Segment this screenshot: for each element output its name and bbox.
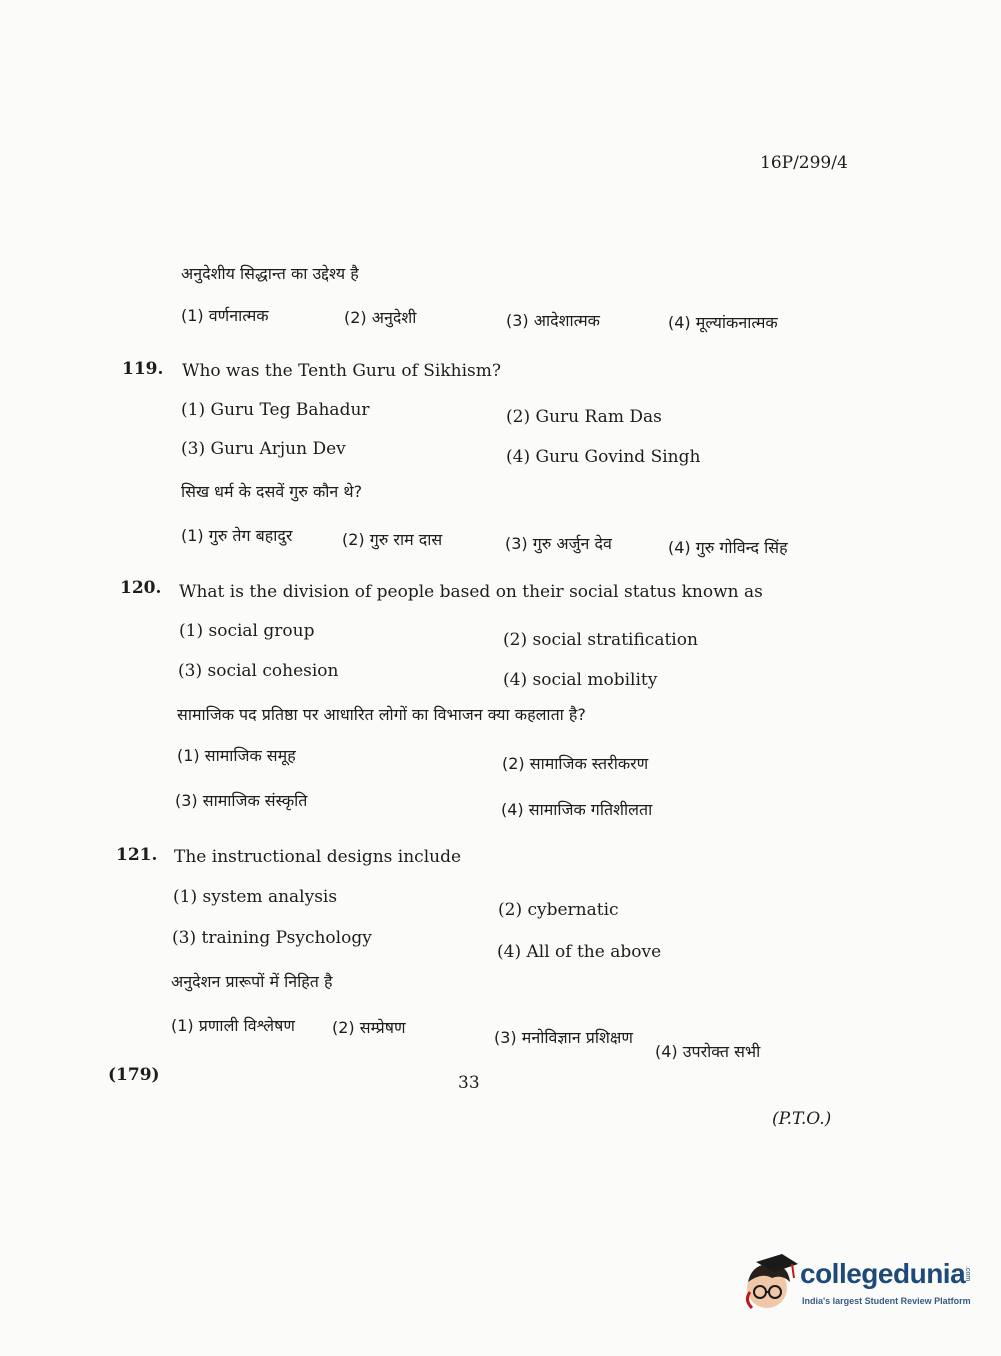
logo-tagline: India's largest Student Review Platform bbox=[802, 1296, 971, 1306]
option-118-hi-4: (4) मूल्यांकनात्मक bbox=[668, 313, 778, 332]
option-119-hi-2: (2) गुरु राम दास bbox=[342, 530, 443, 549]
option-121-hi-3: (3) मनोविज्ञान प्रशिक्षण bbox=[494, 1028, 633, 1047]
logo-suffix: .com bbox=[964, 1266, 971, 1282]
option-118-hi-1: (1) वर्णनात्मक bbox=[181, 306, 269, 325]
option-120-hi-3: (3) सामाजिक संस्कृति bbox=[175, 791, 308, 810]
option-121-en-2: (2) cybernatic bbox=[498, 900, 619, 920]
question-119-hindi: सिख धर्म के दसवें गुरु कौन थे? bbox=[181, 482, 363, 501]
option-121-hi-4: (4) उपरोक्त सभी bbox=[655, 1042, 761, 1061]
option-120-en-1: (1) social group bbox=[179, 621, 315, 641]
collegedunia-logo bbox=[742, 1252, 972, 1314]
option-120-en-3: (3) social cohesion bbox=[178, 661, 339, 681]
option-121-en-4: (4) All of the above bbox=[497, 942, 662, 962]
question-120-hindi: सामाजिक पद प्रतिष्ठा पर आधारित लोगों का विभाजन क्या कहलाता है? bbox=[177, 705, 586, 724]
pto-label: (P.T.O.) bbox=[772, 1109, 832, 1129]
question-121-number: 121. bbox=[116, 845, 158, 865]
option-119-en-4: (4) Guru Govind Singh bbox=[506, 447, 701, 467]
logo-wordmark: collegedunia bbox=[800, 1258, 966, 1289]
option-121-hi-2: (2) सम्प्रेषण bbox=[332, 1018, 406, 1037]
option-120-hi-4: (4) सामाजिक गतिशीलता bbox=[501, 800, 653, 819]
option-119-en-1: (1) Guru Teg Bahadur bbox=[181, 400, 370, 420]
option-119-hi-1: (1) गुरु तेग बहादुर bbox=[181, 526, 293, 545]
question-121-text: The instructional designs include bbox=[174, 847, 462, 867]
option-119-hi-3: (3) गुरु अर्जुन देव bbox=[505, 534, 612, 553]
question-120-number: 120. bbox=[120, 578, 162, 598]
page-number: 33 bbox=[458, 1073, 480, 1093]
option-120-en-4: (4) social mobility bbox=[503, 670, 658, 690]
option-119-en-2: (2) Guru Ram Das bbox=[506, 407, 662, 427]
option-120-hi-1: (1) सामाजिक समूह bbox=[177, 746, 296, 765]
option-121-en-1: (1) system analysis bbox=[173, 887, 338, 907]
option-121-hi-1: (1) प्रणाली विश्लेषण bbox=[171, 1016, 295, 1035]
mascot-icon bbox=[742, 1252, 800, 1314]
question-118-hindi: अनुदेशीय सिद्धान्त का उद्देश्य है bbox=[181, 264, 359, 283]
paper-code: 16P/299/4 bbox=[760, 153, 848, 173]
booklet-number: (179) bbox=[108, 1065, 160, 1085]
option-118-hi-3: (3) आदेशात्मक bbox=[506, 311, 600, 330]
option-119-en-3: (3) Guru Arjun Dev bbox=[181, 439, 346, 459]
option-121-en-3: (3) training Psychology bbox=[172, 928, 372, 948]
question-121-hindi: अनुदेशन प्रारूपों में निहित है bbox=[171, 972, 333, 991]
option-120-hi-2: (2) सामाजिक स्तरीकरण bbox=[502, 754, 649, 773]
option-118-hi-2: (2) अनुदेशी bbox=[344, 308, 417, 327]
question-119-text: Who was the Tenth Guru of Sikhism? bbox=[182, 361, 501, 381]
question-120-text: What is the division of people based on their social status known as bbox=[179, 582, 763, 602]
question-119-number: 119. bbox=[122, 359, 164, 379]
option-119-hi-4: (4) गुरु गोविन्द सिंह bbox=[668, 538, 788, 557]
option-120-en-2: (2) social stratification bbox=[503, 630, 698, 650]
